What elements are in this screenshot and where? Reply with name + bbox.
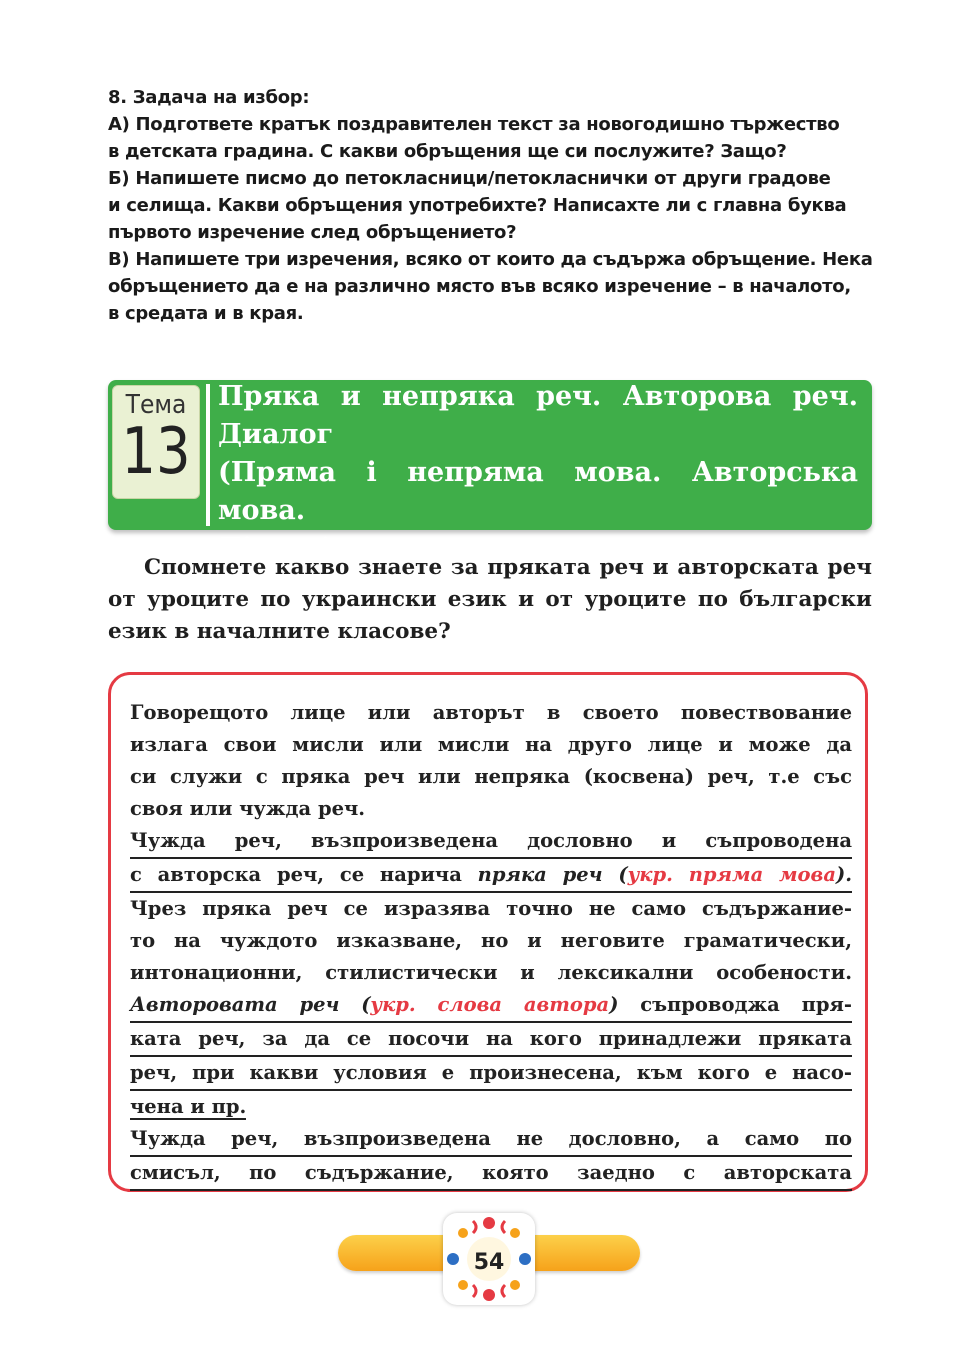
paren-close-2: ) — [609, 993, 619, 1016]
rule-line4: своя или чужда реч. — [130, 797, 366, 820]
rule-line2: излага свои мисли или мисли на друго лице и може да — [130, 733, 852, 756]
task-v-line1: В) Напишете три изречения, всяко от които да съдържа обръщение. Нека — [108, 249, 873, 270]
rule-line9: интонационни, стилистически и лексикални особености. — [130, 961, 852, 984]
task-heading: 8. Задача на избор: — [108, 87, 310, 108]
topic-divider — [206, 384, 210, 526]
topic-title-line3: (Пряма і непряма мова. Авторська мова. — [218, 457, 858, 526]
rule-line8: то на чуждото изказване, но и неговите граматически, — [130, 929, 852, 952]
topic-label: Тема — [125, 390, 187, 420]
term-direct-speech: пряка реч — [477, 863, 603, 886]
recall-line1: Спомнете какво знаете за пряката реч и авторската реч — [144, 555, 872, 580]
task-v-line3: в средата и в края. — [108, 303, 304, 324]
rule-line15: смисъл, по съдържание, която заедно с авторската — [130, 1157, 852, 1191]
task-b-line1: Б) Напишете писмо до петокласници/петокласнички от други градове — [108, 168, 831, 189]
rule-line5: Чужда реч, възпроизведена дословно и съпроводена — [130, 825, 852, 859]
rule-line10 — [130, 989, 852, 1023]
paren-close: ). — [836, 863, 853, 886]
task-a-line1: А) Подгответе кратък поздравителен текст за новогодишно тържество — [108, 114, 840, 135]
rule-line13 — [130, 1091, 852, 1123]
topic-badge — [112, 385, 200, 499]
term-ukr-direct-speech: укр. пряма мова — [627, 863, 836, 886]
task-b-line3: първото изречение след обръщението? — [108, 222, 517, 243]
rule-text — [130, 697, 852, 1191]
task-v-line2: обръщението да е на различно място във всяко изречение – в началото, — [108, 276, 851, 297]
rule-line6-text: с авторска реч, се нарича — [130, 863, 478, 886]
topic-title-line1: Пряка и непряка реч. Авторова реч. — [218, 381, 858, 412]
rule-line14: Чужда реч, възпроизведена не дословно, а само по — [130, 1123, 852, 1157]
topic-title — [218, 378, 858, 568]
topic-title-line4: Діалог) — [218, 533, 337, 564]
rule-line10-text: съпроводжа пря- — [618, 993, 852, 1016]
term-ukr-author-speech: укр. слова автора — [370, 993, 610, 1016]
rule-line11: ката реч, за да се посочи на кого принадлежи пряката — [130, 1023, 852, 1057]
topic-title-line2: Диалог — [218, 419, 334, 450]
term-author-speech: Авторовата реч ( — [130, 993, 371, 1016]
recall-line3: език в началните класове? — [108, 619, 451, 644]
rule-line7: Чрез пряка реч се изразява точно не само съдържание- — [130, 897, 852, 920]
task-a-line2: в детската градина. С какви обръщения ще си послужите? Защо? — [108, 141, 787, 162]
rule-line12: реч, при какви условия е произнесена, към кого е насо- — [130, 1057, 852, 1091]
rule-line13-text: чена и пр. — [130, 1095, 247, 1118]
task-b-line2: и селища. Какви обръщения употребихте? Написахте ли с главна буква — [108, 195, 847, 216]
topic-number: 13 — [121, 415, 191, 489]
page-number: 54 — [473, 1250, 505, 1275]
rule-line1: Говорещото лице или авторът в своето повествование — [130, 701, 852, 724]
recall-line2: от уроците по украински език и от уроците по български — [108, 587, 872, 612]
paren-open: ( — [602, 863, 628, 886]
rule-line6 — [130, 859, 852, 893]
recall-question — [108, 552, 872, 648]
task-block — [108, 84, 878, 327]
rule-line3: си служи с пряка реч или непряка (косвена) реч, т.е със — [130, 765, 852, 788]
